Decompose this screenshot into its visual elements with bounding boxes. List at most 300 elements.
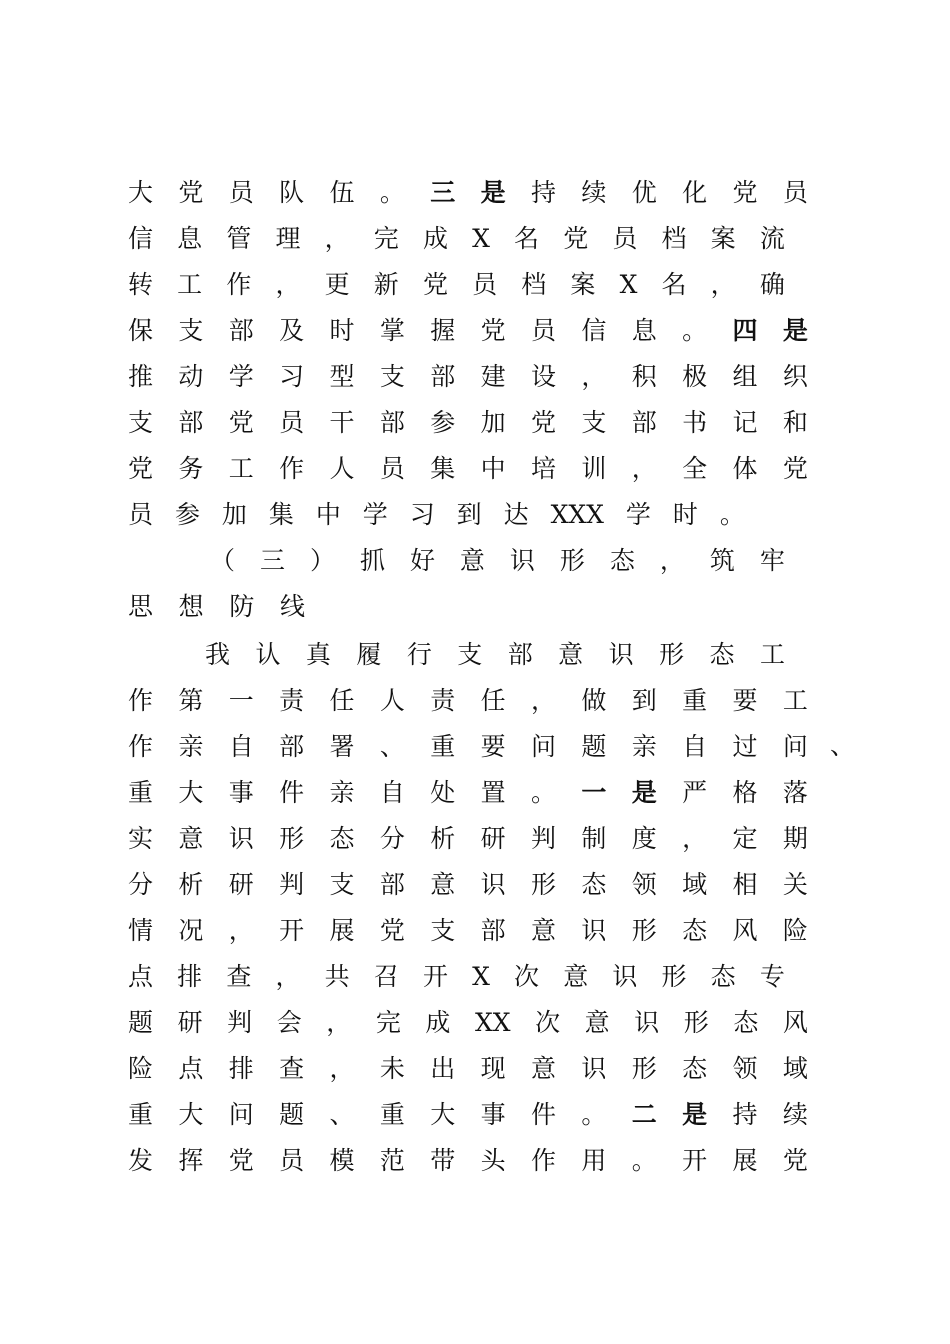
text-char: 自	[228, 732, 254, 761]
text-char: 更	[324, 270, 350, 299]
text-char: 范	[379, 1146, 405, 1175]
text-char: 。	[682, 316, 708, 345]
text-char: 党	[531, 408, 557, 437]
text-char: 研	[228, 870, 254, 899]
text-line	[210, 541, 785, 581]
text-char: 推	[128, 362, 154, 391]
text-char: 真	[305, 640, 331, 669]
text-char: 案	[570, 270, 596, 299]
text-char: 风	[782, 1008, 808, 1037]
text-char: 亲	[631, 732, 657, 761]
text-char: 析	[430, 824, 456, 853]
text-char: 开	[279, 916, 305, 945]
text-char: 型	[329, 362, 355, 391]
text-char: 件	[531, 1100, 557, 1129]
text-char: ，	[324, 224, 350, 253]
text-char: 发	[128, 1146, 154, 1175]
text-char: 要	[480, 732, 506, 761]
text-char: 形	[661, 962, 687, 991]
text-char: 集	[268, 500, 294, 529]
text-char: 支	[457, 640, 483, 669]
text-char: 识	[480, 870, 506, 899]
text-char: 工	[177, 270, 203, 299]
text-char: 未	[379, 1054, 405, 1083]
text-char: 到	[456, 500, 482, 529]
text-char: 完	[373, 224, 399, 253]
text-char: 态	[710, 962, 736, 991]
text-char: 行	[406, 640, 432, 669]
text-char: 关	[782, 870, 808, 899]
text-line	[128, 173, 808, 213]
text-line	[128, 449, 808, 489]
text-char: 。	[379, 178, 405, 207]
text-char: 亲	[329, 778, 355, 807]
text-char: ，	[275, 270, 301, 299]
text-char: ，	[275, 962, 301, 991]
text-char: 专	[759, 962, 785, 991]
text-line	[128, 357, 808, 397]
text-char: 队	[279, 178, 305, 207]
text-char: 务	[178, 454, 204, 483]
text-char: 态	[609, 546, 635, 575]
text-char: 伍	[329, 178, 355, 207]
text-char: 员	[128, 500, 154, 529]
text-char: （	[210, 546, 236, 575]
text-char: 题	[581, 732, 607, 761]
text-char: 时	[672, 500, 698, 529]
text-char: 完	[375, 1008, 401, 1037]
text-char: ，	[228, 916, 254, 945]
text-char: 员	[612, 224, 638, 253]
text-char: 党	[563, 224, 589, 253]
text-char: 员	[782, 178, 808, 207]
text-char: 名	[514, 224, 540, 253]
text-char: 。	[719, 500, 745, 529]
text-char: 开	[422, 962, 448, 991]
text-char: 转	[128, 270, 154, 299]
text-char: XX	[474, 1008, 511, 1037]
text-char: 组	[732, 362, 758, 391]
text-char: 形	[531, 870, 557, 899]
text-char: 第	[178, 686, 204, 715]
text-char: 重	[430, 732, 456, 761]
text-line	[128, 819, 808, 859]
text-char: 置	[480, 778, 506, 807]
text-char: 态	[682, 1054, 708, 1083]
text-char: ，	[581, 362, 607, 391]
text-char: 保	[128, 316, 154, 345]
text-char: 加	[480, 408, 506, 437]
text-char: 是	[480, 178, 506, 207]
text-char: 牢	[759, 546, 785, 575]
text-char: 成	[422, 224, 448, 253]
text-char: 党	[732, 178, 758, 207]
text-char: 习	[279, 362, 305, 391]
text-char: 人	[379, 686, 405, 715]
text-char: 积	[631, 362, 657, 391]
text-char: 重	[128, 778, 154, 807]
text-char: 大	[178, 778, 204, 807]
text-char: 开	[682, 1146, 708, 1175]
text-char: 工	[228, 454, 254, 483]
text-char: 重	[128, 1100, 154, 1129]
text-char: 名	[661, 270, 687, 299]
text-line	[128, 957, 785, 997]
text-char: ）	[309, 546, 335, 575]
text-char: 大	[430, 1100, 456, 1129]
text-char: 集	[430, 454, 456, 483]
text-char: 流	[759, 224, 785, 253]
text-char: ，	[659, 546, 685, 575]
text-char: 员	[279, 1146, 305, 1175]
text-char: 态	[733, 1008, 759, 1037]
text-line	[128, 865, 808, 905]
text-char: 大	[178, 1100, 204, 1129]
text-char: 况	[178, 916, 204, 945]
text-char: 参	[430, 408, 456, 437]
text-line	[128, 311, 808, 351]
text-char: 部	[430, 362, 456, 391]
text-char: 分	[379, 824, 405, 853]
text-char: 作	[128, 686, 154, 715]
text-char: 时	[329, 316, 355, 345]
text-char: 是	[682, 1100, 708, 1129]
text-char: 培	[531, 454, 557, 483]
text-char: 严	[682, 778, 708, 807]
text-char: 用	[581, 1146, 607, 1175]
text-char: 线	[279, 592, 305, 621]
text-char: 意	[430, 870, 456, 899]
text-char: 党	[228, 1146, 254, 1175]
text-char: 题	[128, 1008, 154, 1037]
text-char: ，	[710, 270, 736, 299]
text-char: 握	[430, 316, 456, 345]
text-line	[128, 1003, 808, 1043]
text-char: 员	[472, 270, 498, 299]
text-char: 一	[581, 778, 607, 807]
text-char: 识	[634, 1008, 660, 1037]
text-char: 会	[276, 1008, 302, 1037]
text-char: 中	[315, 500, 341, 529]
text-char: 。	[581, 1100, 607, 1129]
text-char: 三	[430, 178, 456, 207]
text-char: 意	[558, 640, 584, 669]
text-char: 信	[581, 316, 607, 345]
text-char: 态	[682, 916, 708, 945]
text-char: 意	[459, 546, 485, 575]
text-char: 件	[279, 778, 305, 807]
text-char: 党	[782, 1146, 808, 1175]
text-char: 自	[379, 778, 405, 807]
text-char: 动	[178, 362, 204, 391]
text-char: 作	[128, 732, 154, 761]
text-char: X	[619, 270, 638, 299]
text-char: 实	[128, 824, 154, 853]
text-char: 署	[329, 732, 355, 761]
text-char: 支	[379, 362, 405, 391]
text-char: 识	[608, 640, 634, 669]
text-char: 党	[782, 454, 808, 483]
text-char: 是	[782, 316, 808, 345]
text-char: 部	[480, 916, 506, 945]
text-char: 期	[782, 824, 808, 853]
text-char: 判	[279, 870, 305, 899]
text-char: 做	[581, 686, 607, 715]
text-char: 思	[128, 592, 154, 621]
text-char: 确	[759, 270, 785, 299]
text-char: 全	[682, 454, 708, 483]
text-char: 问	[228, 1100, 254, 1129]
text-char: 支	[581, 408, 607, 437]
text-char: 作	[531, 1146, 557, 1175]
text-char: 制	[581, 824, 607, 853]
text-char: 二	[631, 1100, 657, 1129]
text-char: 现	[480, 1054, 506, 1083]
text-char: 形	[279, 824, 305, 853]
text-char: 员	[228, 178, 254, 207]
text-char: 档	[521, 270, 547, 299]
text-char: 履	[356, 640, 382, 669]
text-char: ，	[631, 454, 657, 483]
text-char: 想	[178, 592, 204, 621]
text-char: 理	[275, 224, 301, 253]
text-char: 点	[178, 1054, 204, 1083]
text-char: 定	[732, 824, 758, 853]
trailing-punctuation: 、	[830, 731, 856, 760]
text-char: 共	[324, 962, 350, 991]
text-char: 展	[329, 916, 355, 945]
text-char: 出	[430, 1054, 456, 1083]
text-char: ，	[531, 686, 557, 715]
text-char: 形	[631, 916, 657, 945]
text-char: 险	[128, 1054, 154, 1083]
text-char: 息	[631, 316, 657, 345]
text-char: 排	[177, 962, 203, 991]
text-char: 挥	[178, 1146, 204, 1175]
text-char: 形	[631, 1054, 657, 1083]
text-char: 部	[228, 316, 254, 345]
text-char: 支	[128, 408, 154, 437]
text-char: 筑	[709, 546, 735, 575]
text-char: 掌	[379, 316, 405, 345]
text-char: 形	[683, 1008, 709, 1037]
text-char: 次	[535, 1008, 561, 1037]
text-char: 域	[782, 1054, 808, 1083]
text-char: 新	[373, 270, 399, 299]
text-char: 重	[682, 686, 708, 715]
text-line	[128, 911, 808, 951]
text-char: 分	[128, 870, 154, 899]
text-char: 域	[682, 870, 708, 899]
text-char: 学	[362, 500, 388, 529]
text-char: 次	[514, 962, 540, 991]
text-char: 党	[422, 270, 448, 299]
text-char: 工	[782, 686, 808, 715]
text-char: 事	[228, 778, 254, 807]
text-char: 续	[581, 178, 607, 207]
text-char: 任	[480, 686, 506, 715]
text-char: 是	[631, 778, 657, 807]
text-char: 书	[682, 408, 708, 437]
text-char: 。	[531, 778, 557, 807]
text-line	[128, 773, 808, 813]
text-char: 建	[480, 362, 506, 391]
text-char: 识	[228, 824, 254, 853]
text-char: 排	[228, 1054, 254, 1083]
text-char: 态	[329, 824, 355, 853]
text-char: 部	[279, 732, 305, 761]
text-char: 识	[612, 962, 638, 991]
text-char: 信	[128, 224, 154, 253]
text-char: 处	[430, 778, 456, 807]
text-char: 研	[480, 824, 506, 853]
text-char: 达	[503, 500, 529, 529]
text-char: 带	[430, 1146, 456, 1175]
text-char: 任	[329, 686, 355, 715]
text-char: 要	[732, 686, 758, 715]
text-char: 识	[509, 546, 535, 575]
text-char: 党	[228, 408, 254, 437]
text-char: 事	[480, 1100, 506, 1129]
text-char: 部	[379, 870, 405, 899]
text-char: 管	[226, 224, 252, 253]
text-char: 持	[732, 1100, 758, 1129]
text-char: 党	[480, 316, 506, 345]
text-char: 记	[732, 408, 758, 437]
text-char: 体	[732, 454, 758, 483]
text-line	[128, 1049, 808, 1089]
text-line	[205, 635, 785, 675]
text-line	[128, 219, 785, 259]
text-char: 度	[631, 824, 657, 853]
text-char: 识	[581, 1054, 607, 1083]
text-char: 一	[228, 686, 254, 715]
text-char: 党	[379, 916, 405, 945]
text-char: 责	[279, 686, 305, 715]
text-char: 党	[178, 178, 204, 207]
text-char: 头	[480, 1146, 506, 1175]
text-char: 支	[430, 916, 456, 945]
text-char: ，	[682, 824, 708, 853]
text-char: 员	[531, 316, 557, 345]
text-char: 成	[425, 1008, 451, 1037]
text-char: 、	[379, 732, 405, 761]
text-char: 责	[430, 686, 456, 715]
text-char: 查	[279, 1054, 305, 1083]
text-char: 、	[329, 1100, 355, 1129]
text-char: 化	[682, 178, 708, 207]
text-char: 及	[279, 316, 305, 345]
text-char: 到	[631, 686, 657, 715]
text-char: 部	[178, 408, 204, 437]
text-char: 和	[782, 408, 808, 437]
text-char: 极	[682, 362, 708, 391]
text-char: 部	[379, 408, 405, 437]
text-char: 织	[782, 362, 808, 391]
text-char: 学	[625, 500, 651, 529]
text-char: 好	[409, 546, 435, 575]
text-char: 形	[559, 546, 585, 575]
text-char: 模	[329, 1146, 355, 1175]
text-char: 形	[659, 640, 685, 669]
text-char: 。	[631, 1146, 657, 1175]
text-char: 习	[409, 500, 435, 529]
text-char: 部	[507, 640, 533, 669]
text-char: 中	[480, 454, 506, 483]
text-char: 部	[631, 408, 657, 437]
text-char: 领	[631, 870, 657, 899]
text-char: 判	[531, 824, 557, 853]
text-char: 问	[531, 732, 557, 761]
text-char: 问	[782, 732, 808, 761]
text-line	[128, 727, 808, 767]
text-char: 案	[710, 224, 736, 253]
text-char: X	[472, 962, 490, 991]
text-char: 参	[174, 500, 200, 529]
text-char: 意	[563, 962, 589, 991]
text-char: XXX	[550, 500, 604, 529]
text-char: 意	[178, 824, 204, 853]
text-char: 意	[584, 1008, 610, 1037]
text-line	[128, 495, 745, 535]
text-char: 大	[128, 178, 154, 207]
text-char: 设	[531, 362, 557, 391]
text-char: ，	[329, 1054, 355, 1083]
text-char: 亲	[178, 732, 204, 761]
text-char: 风	[732, 916, 758, 945]
text-char: 态	[709, 640, 735, 669]
text-line	[128, 403, 808, 443]
text-char: 过	[732, 732, 758, 761]
text-char: 档	[661, 224, 687, 253]
text-char: 重	[379, 1100, 405, 1129]
text-char: 优	[631, 178, 657, 207]
text-char: 识	[581, 916, 607, 945]
text-char: 题	[279, 1100, 305, 1129]
text-char: 员	[379, 454, 405, 483]
text-char: 三	[259, 546, 285, 575]
text-char: 展	[732, 1146, 758, 1175]
text-char: 作	[226, 270, 252, 299]
text-line	[128, 1095, 808, 1135]
text-char: 续	[782, 1100, 808, 1129]
text-char: 加	[221, 500, 247, 529]
text-line	[128, 681, 808, 721]
text-line	[128, 265, 785, 305]
text-char: 支	[178, 316, 204, 345]
text-char: 自	[682, 732, 708, 761]
text-char: 研	[177, 1008, 203, 1037]
text-char: 工	[759, 640, 785, 669]
text-char: 干	[329, 408, 355, 437]
text-char: 态	[581, 870, 607, 899]
text-char: 防	[229, 592, 255, 621]
text-line	[128, 1141, 808, 1181]
text-char: 四	[732, 316, 758, 345]
text-char: 落	[782, 778, 808, 807]
text-char: 领	[732, 1054, 758, 1083]
text-char: 抓	[359, 546, 385, 575]
text-char: 查	[226, 962, 252, 991]
text-char: 人	[329, 454, 355, 483]
text-char: ，	[326, 1008, 352, 1037]
text-char: 作	[279, 454, 305, 483]
text-char: 点	[128, 962, 154, 991]
text-char: 认	[255, 640, 281, 669]
text-char: 析	[178, 870, 204, 899]
text-char: X	[472, 224, 490, 253]
text-char: 学	[228, 362, 254, 391]
